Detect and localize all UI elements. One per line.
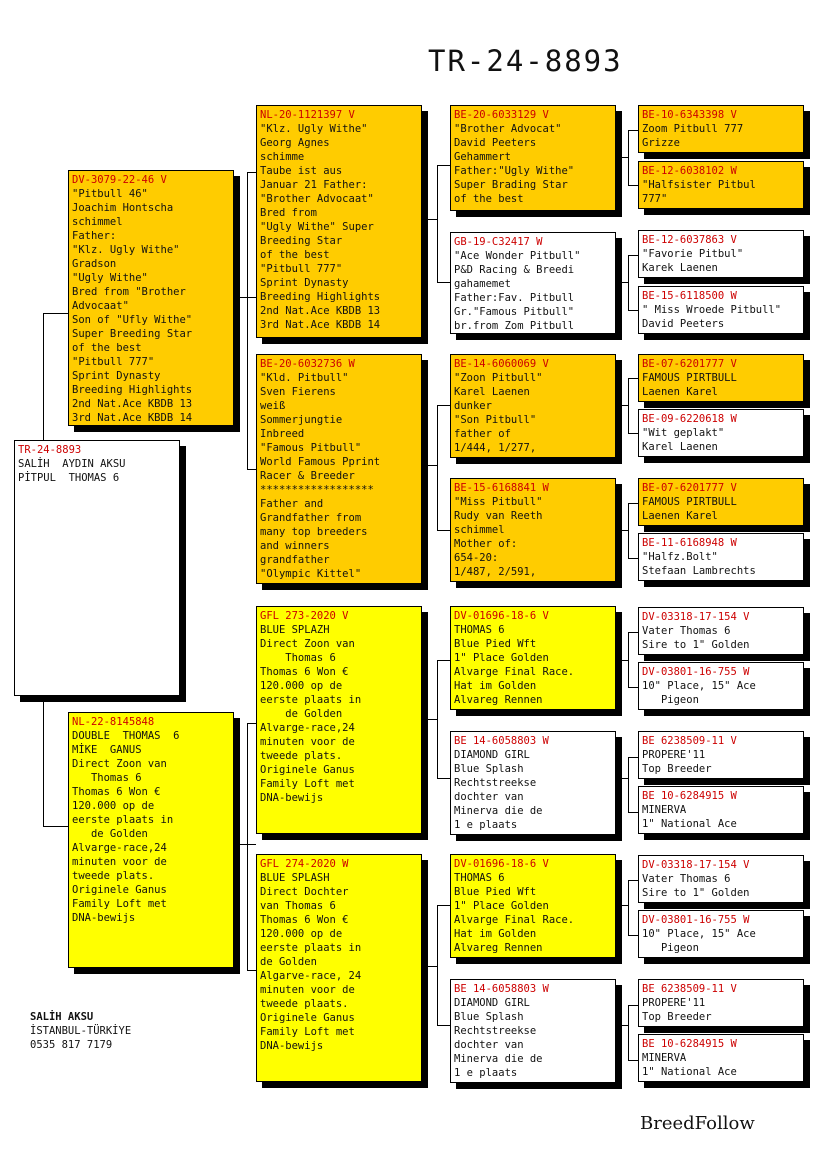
info-line: dunker xyxy=(454,400,492,412)
info-line: 120.000 op de xyxy=(260,680,343,692)
info-line: PİTPUL THOMAS 6 xyxy=(18,472,120,484)
info-line: van Thomas 6 xyxy=(260,900,336,912)
info-line: Blue Splash xyxy=(454,1011,524,1023)
ancestor-card-gen4[interactable] xyxy=(638,105,804,153)
sire-card[interactable] xyxy=(68,170,234,426)
info-line: 1 e plaats xyxy=(454,1067,518,1079)
ring-number: GFL 274-2020 W xyxy=(260,858,349,870)
ring-number: BE-14-6060069 V xyxy=(454,358,549,370)
info-line: 777" xyxy=(642,193,668,205)
info-line: tweede plats. xyxy=(260,750,343,762)
info-line: Thomas 6 xyxy=(72,772,142,784)
info-line: "Ugly Withe" xyxy=(72,272,148,284)
info-line: Father: xyxy=(72,230,117,242)
info-line: DNA-bewijs xyxy=(260,792,324,804)
info-line: many top breeders xyxy=(260,526,368,538)
info-line: Thomas 6 xyxy=(260,652,336,664)
info-line: "Zoon Pitbull" xyxy=(454,372,543,384)
info-line: DNA-bewijs xyxy=(260,1040,324,1052)
info-line: Father and xyxy=(260,498,324,510)
ancestor-card-gen3[interactable] xyxy=(450,232,616,334)
info-line: Alvareg Rennen xyxy=(454,942,543,954)
info-line: "Kld. Pitbull" xyxy=(260,372,349,384)
info-line: THOMAS 6 xyxy=(454,872,505,884)
info-line: Alvareg Rennen xyxy=(454,694,543,706)
info-line: Top Breeder xyxy=(642,1011,712,1023)
ancestor-card-gen4[interactable] xyxy=(638,607,804,655)
info-line: "Favorie Pitbul" xyxy=(642,248,744,260)
info-line: 120.000 op de xyxy=(72,800,155,812)
info-line: Blue Pied Wft xyxy=(454,638,537,650)
info-line: Vater Thomas 6 xyxy=(642,625,731,637)
ancestor-card-gen4[interactable] xyxy=(638,979,804,1027)
info-line: schimme xyxy=(260,151,305,163)
ancestor-card-gen3[interactable] xyxy=(450,854,616,958)
info-line: Sprint Dynasty xyxy=(72,370,161,382)
info-line: Alvarge Final Race. xyxy=(454,666,575,678)
info-line: Grandfather from xyxy=(260,512,362,524)
info-line: Rudy van Reeth xyxy=(454,510,543,522)
info-line: Family Loft met xyxy=(72,898,167,910)
ring-number: DV-01696-18-6 V xyxy=(454,858,549,870)
info-line: SALİH AYDIN AKSU xyxy=(18,458,126,470)
info-line: Blue Pied Wft xyxy=(454,886,537,898)
owner-info xyxy=(30,1010,131,1052)
info-line: de Golden xyxy=(72,828,148,840)
info-line: of the best xyxy=(260,249,330,261)
info-line: MİKE GANUS xyxy=(72,744,142,756)
info-line: David Peeters xyxy=(642,318,725,330)
info-line: Rechtstreekse xyxy=(454,777,537,789)
ring-number: BE-10-6343398 V xyxy=(642,109,737,121)
info-line: 3rd Nat.Ace KBDB 14 xyxy=(72,412,193,424)
info-line: BLUE SPLASH xyxy=(260,872,330,884)
info-line: Originele Ganus xyxy=(260,1012,355,1024)
info-line: "Ace Wonder Pitbull" xyxy=(454,250,581,262)
ring-number: BE 10-6284915 W xyxy=(642,790,737,802)
info-line: Mother of: xyxy=(454,538,518,550)
info-line: Karel Laenen xyxy=(642,441,718,453)
info-line: MINERVA xyxy=(642,804,687,816)
ancestor-card-gen4[interactable] xyxy=(638,161,804,209)
info-line: P&D Racing & Breedi xyxy=(454,264,575,276)
info-line: Minerva die de xyxy=(454,1053,543,1065)
ring-number: BE-20-6033129 V xyxy=(454,109,549,121)
info-line: Taube ist aus xyxy=(260,165,343,177)
ancestor-card-gen3[interactable] xyxy=(450,478,616,582)
ancestor-card-gen4[interactable] xyxy=(638,1034,804,1082)
info-line: minuten voor de xyxy=(260,736,355,748)
ring-number: BE-20-6032736 W xyxy=(260,358,355,370)
info-line: David Peeters xyxy=(454,137,537,149)
info-line: schimmel xyxy=(72,216,123,228)
info-line: Stefaan Lambrechts xyxy=(642,565,756,577)
dam-sire-card[interactable] xyxy=(256,606,422,834)
info-line: Thomas 6 Won € xyxy=(260,666,349,678)
info-line: Thomas 6 Won € xyxy=(72,786,161,798)
info-line: "Miss Pitbull" xyxy=(454,496,543,508)
ring-number: BE-12-6038102 W xyxy=(642,165,737,177)
info-line: Thomas 6 Won € xyxy=(260,914,349,926)
ring-number: DV-03318-17-154 V xyxy=(642,859,750,871)
info-line: DIAMOND GIRL xyxy=(454,749,530,761)
info-line: Vater Thomas 6 xyxy=(642,873,731,885)
ring-number: BE-09-6220618 W xyxy=(642,413,737,425)
info-line: "Klz. Ugly Withe" xyxy=(72,244,180,256)
info-line: Breeding Highlights xyxy=(260,291,381,303)
info-line: Karel Laenen xyxy=(454,386,530,398)
info-line: Georg Agnes xyxy=(260,137,330,149)
info-line: Pigeon xyxy=(642,942,699,954)
info-line: Racer & Breeder xyxy=(260,470,355,482)
subject-card[interactable] xyxy=(14,440,180,696)
info-line: Zoom Pitbull 777 xyxy=(642,123,744,135)
ring-number: BE-15-6168841 W xyxy=(454,482,549,494)
ancestor-card-gen4[interactable] xyxy=(638,354,804,402)
info-line: 1" National Ace xyxy=(642,818,737,830)
info-line: schimmel xyxy=(454,524,505,536)
info-line: Pigeon xyxy=(642,694,699,706)
info-line: tweede plaats. xyxy=(260,998,349,1010)
ancestor-card-gen3[interactable] xyxy=(450,105,616,211)
info-line: "Famous Pitbull" xyxy=(260,442,362,454)
ancestor-card-gen4[interactable] xyxy=(638,855,804,903)
dam-dam-card[interactable] xyxy=(256,854,422,1082)
ancestor-card-gen3[interactable] xyxy=(450,731,616,835)
info-line: "Ugly Withe" Super xyxy=(260,221,374,233)
info-line: "Halfz.Bolt" xyxy=(642,551,718,563)
info-line: Sire to 1" Golden xyxy=(642,639,750,651)
info-line: "Brother Advocat" xyxy=(454,123,562,135)
info-line: Alvarge Final Race. xyxy=(454,914,575,926)
info-line: dochter van xyxy=(454,1039,524,1051)
info-line: THOMAS 6 xyxy=(454,624,505,636)
info-line: 1/444, 1/277, xyxy=(454,442,537,454)
ring-number: BE 6238509-11 V xyxy=(642,735,737,747)
sire-dam-card[interactable] xyxy=(256,354,422,584)
info-line: Direct Zoon van xyxy=(260,638,355,650)
ring-number: BE 6238509-11 V xyxy=(642,983,737,995)
info-line: Blue Splash xyxy=(454,763,524,775)
info-line: dochter van xyxy=(454,791,524,803)
info-line: "Pitbull 777" xyxy=(72,356,155,368)
info-line: Gehammert xyxy=(454,151,511,163)
info-line: Laenen Karel xyxy=(642,510,718,522)
info-line: Direct Dochter xyxy=(260,886,349,898)
info-line: 654-20: xyxy=(454,552,499,564)
info-line: Sprint Dynasty xyxy=(260,277,349,289)
info-line: Breeding Star xyxy=(260,235,343,247)
info-line: Minerva die de xyxy=(454,805,543,817)
info-line: Originele Ganus xyxy=(260,764,355,776)
ring-number: DV-3079-22-46 V xyxy=(72,174,167,186)
info-line: tweede plats. xyxy=(72,870,155,882)
info-line: Karek Laenen xyxy=(642,262,718,274)
ring-number: DV-03801-16-755 W xyxy=(642,914,750,926)
info-line: DOUBLE THOMAS 6 xyxy=(72,730,180,742)
ring-number: GB-19-C32417 W xyxy=(454,236,543,248)
ring-number: BE-11-6168948 W xyxy=(642,537,737,549)
ancestor-card-gen4[interactable] xyxy=(638,286,804,334)
info-line: gahamemet xyxy=(454,278,511,290)
ancestor-card-gen3[interactable] xyxy=(450,606,616,710)
owner-city: İSTANBUL-TÜRKİYE xyxy=(30,1025,132,1037)
ring-number: TR-24-8893 xyxy=(18,444,82,456)
info-line: Gradson xyxy=(72,258,117,270)
ancestor-card-gen4[interactable] xyxy=(638,731,804,779)
info-line: de Golden xyxy=(260,956,317,968)
info-line: "Olympic Kittel" xyxy=(260,568,362,580)
info-line: Super Breeding Star xyxy=(72,328,193,340)
ring-number: BE 14-6058803 W xyxy=(454,983,549,995)
info-line: Family Loft met xyxy=(260,778,355,790)
info-line: minuten voor de xyxy=(260,984,355,996)
info-line: "Son Pitbull" xyxy=(454,414,537,426)
info-line: "Pitbull 777" xyxy=(260,263,343,275)
info-line: de Golden xyxy=(260,708,343,720)
ring-number: DV-03318-17-154 V xyxy=(642,611,750,623)
info-line: Bred from "Brother xyxy=(72,286,186,298)
info-line: Rechtstreekse xyxy=(454,1025,537,1037)
info-line: Hat im Golden xyxy=(454,680,537,692)
info-line: of the best xyxy=(454,193,524,205)
info-line: Sire to 1" Golden xyxy=(642,887,750,899)
info-line: ****************** xyxy=(260,484,374,496)
info-line: weiß xyxy=(260,400,286,412)
info-line: Gr."Famous Pitbull" xyxy=(454,306,575,318)
info-line: Breeding Highlights xyxy=(72,384,193,396)
info-line: and winners xyxy=(260,540,330,552)
ring-number: BE-15-6118500 W xyxy=(642,290,737,302)
ancestor-card-gen4[interactable] xyxy=(638,662,804,710)
info-line: " Miss Wroede Pitbull" xyxy=(642,304,782,316)
info-line: 10" Place, 15" Ace xyxy=(642,928,756,940)
ancestor-card-gen4[interactable] xyxy=(638,910,804,958)
ring-number: NL-22-8145848 xyxy=(72,716,155,728)
info-line: 1" National Ace xyxy=(642,1066,737,1078)
ring-number: GFL 273-2020 V xyxy=(260,610,349,622)
ring-number: BE 14-6058803 W xyxy=(454,735,549,747)
dam-card[interactable] xyxy=(68,712,234,968)
info-line: Direct Zoon van xyxy=(72,758,167,770)
owner-name: SALİH AKSU xyxy=(30,1011,94,1023)
info-line: Super Brading Star xyxy=(454,179,568,191)
info-line: Advocaat" xyxy=(72,300,129,312)
info-line: Sven Fierens xyxy=(260,386,336,398)
info-line: eerste plaats in xyxy=(260,694,362,706)
info-line: Son of "Ufly Withe" xyxy=(72,314,193,326)
brand-name: BreedFollow xyxy=(640,1113,755,1134)
info-line: DIAMOND GIRL xyxy=(454,997,530,1009)
info-line: Hat im Golden xyxy=(454,928,537,940)
info-line: PROPERE'11 xyxy=(642,749,706,761)
info-line: Alvarge-race,24 xyxy=(260,722,355,734)
ancestor-card-gen4[interactable] xyxy=(638,786,804,834)
info-line: Inbreed xyxy=(260,428,305,440)
info-line: DNA-bewijs xyxy=(72,912,136,924)
info-line: Algarve-race, 24 xyxy=(260,970,362,982)
info-line: World Famous Pprint xyxy=(260,456,381,468)
info-line: eerste plaats in xyxy=(260,942,362,954)
info-line: Joachim Hontscha xyxy=(72,202,174,214)
pedigree-title: TR-24-8893 xyxy=(428,44,623,78)
info-line: minuten voor de xyxy=(72,856,167,868)
info-line: "Halfsister Pitbul xyxy=(642,179,756,191)
info-line: 1" Place Golden xyxy=(454,652,549,664)
owner-phone: 0535 817 7179 xyxy=(30,1039,113,1051)
info-line: BLUE SPLAZH xyxy=(260,624,330,636)
info-line: grandfather xyxy=(260,554,330,566)
ring-number: DV-01696-18-6 V xyxy=(454,610,549,622)
info-line: Bred from xyxy=(260,207,317,219)
info-line: Originele Ganus xyxy=(72,884,167,896)
info-line: 1/487, 2/591, xyxy=(454,566,537,578)
info-line: MINERVA xyxy=(642,1052,687,1064)
info-line: Father:"Ugly Withe" xyxy=(454,165,575,177)
ancestor-card-gen4[interactable] xyxy=(638,478,804,526)
ring-number: BE-07-6201777 V xyxy=(642,482,737,494)
info-line: 120.000 op de xyxy=(260,928,343,940)
info-line: br.from Zom Pitbull xyxy=(454,320,575,332)
ring-number: BE-12-6037863 V xyxy=(642,234,737,246)
ancestor-card-gen4[interactable] xyxy=(638,230,804,278)
info-line: Alvarge-race,24 xyxy=(72,842,167,854)
info-line: "Klz. Ugly Withe" xyxy=(260,123,368,135)
ancestor-card-gen3[interactable] xyxy=(450,354,616,458)
subject-info xyxy=(18,457,177,485)
info-line: Top Breeder xyxy=(642,763,712,775)
info-line: Januar 21 Father: xyxy=(260,179,368,191)
ring-number: NL-20-1121397 V xyxy=(260,109,355,121)
info-line: Father:Fav. Pitbull xyxy=(454,292,575,304)
info-line: Sommerjungtie xyxy=(260,414,343,426)
ring-number: DV-03801-16-755 W xyxy=(642,666,750,678)
info-line: FAMOUS PIRTBULL xyxy=(642,372,737,384)
info-line: Laenen Karel xyxy=(642,386,718,398)
info-line: 1 e plaats xyxy=(454,819,518,831)
info-line: 10" Place, 15" Ace xyxy=(642,680,756,692)
info-line: of the best xyxy=(72,342,142,354)
sire-sire-card[interactable] xyxy=(256,105,422,338)
info-line: 2nd Nat.Ace KBDB 13 xyxy=(260,305,381,317)
ring-number: BE 10-6284915 W xyxy=(642,1038,737,1050)
ring-number: BE-07-6201777 V xyxy=(642,358,737,370)
info-line: PROPERE'11 xyxy=(642,997,706,1009)
info-line: Grizze xyxy=(642,137,680,149)
ancestor-card-gen4[interactable] xyxy=(638,533,804,581)
info-line: Family Loft met xyxy=(260,1026,355,1038)
ancestor-card-gen4[interactable] xyxy=(638,409,804,457)
ancestor-card-gen3[interactable] xyxy=(450,979,616,1083)
info-line: eerste plaats in xyxy=(72,814,174,826)
info-line: "Pitbull 46" xyxy=(72,188,148,200)
info-line: FAMOUS PIRTBULL xyxy=(642,496,737,508)
info-line: 3rd Nat.Ace KBDB 14 xyxy=(260,319,381,331)
info-line: 1" Place Golden xyxy=(454,900,549,912)
info-line: "Wit geplakt" xyxy=(642,427,725,439)
info-line: "Brother Advocaat" xyxy=(260,193,374,205)
info-line: father of xyxy=(454,428,511,440)
info-line: 2nd Nat.Ace KBDB 13 xyxy=(72,398,193,410)
